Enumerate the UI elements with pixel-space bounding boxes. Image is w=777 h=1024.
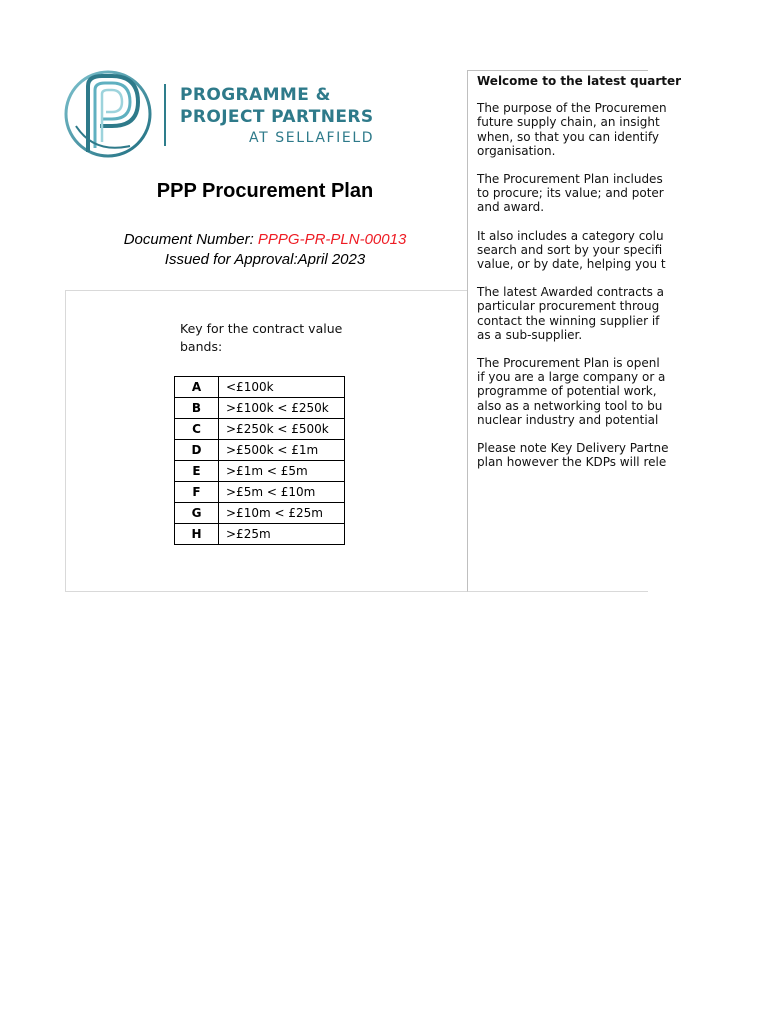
band-range: >£10m < £25m (219, 503, 345, 524)
welcome-title: Welcome to the latest quarter (477, 74, 682, 88)
band-range: >£1m < £5m (219, 461, 345, 482)
text-line: The Procurement Plan is openl (477, 356, 660, 371)
text-line: The purpose of the Procuremen (477, 101, 667, 116)
table-row (175, 524, 345, 545)
welcome-paragraph (477, 285, 777, 342)
text-line: programme of potential work, (477, 384, 657, 399)
text-line: and award. (477, 200, 545, 215)
document-number (65, 230, 465, 250)
logo-divider (164, 84, 166, 146)
ppp-logo (64, 68, 384, 163)
table-row (175, 419, 345, 440)
welcome-paragraph (477, 441, 777, 469)
band-letter: G (175, 503, 219, 524)
welcome-paragraph (477, 356, 777, 427)
band-range: >£100k < £250k (219, 398, 345, 419)
table-row (175, 377, 345, 398)
table-row (175, 482, 345, 503)
text-line: future supply chain, an insight (477, 115, 660, 130)
document-number-value: PPPG-PR-PLN-00013 (257, 231, 407, 248)
band-letter: F (175, 482, 219, 503)
text-line: as a sub-supplier. (477, 327, 583, 342)
welcome-text (477, 74, 777, 483)
text-line: The latest Awarded contracts a (477, 285, 664, 300)
table-row (175, 398, 345, 419)
key-caption-line: Key for the contract value (180, 321, 343, 336)
ppp-logo-icon (64, 68, 152, 160)
band-range: >£250k < £500k (219, 419, 345, 440)
welcome-paragraph (477, 229, 777, 272)
text-line: value, or by date, helping you t (477, 257, 666, 272)
text-line: particular procurement throug (477, 299, 660, 314)
text-line: when, so that you can identify (477, 129, 659, 144)
band-range: >£5m < £10m (219, 482, 345, 503)
logo-line-3: AT SELLAFIELD (249, 130, 375, 146)
table-row (175, 503, 345, 524)
band-range: <£100k (219, 377, 345, 398)
table-row (175, 440, 345, 461)
text-line: Please note Key Delivery Partne (477, 441, 669, 456)
band-letter: D (175, 440, 219, 461)
logo-line-1: PROGRAMME & (180, 85, 331, 105)
document-meta (65, 230, 465, 270)
text-line: The Procurement Plan includes (477, 172, 663, 187)
band-letter: B (175, 398, 219, 419)
key-caption-line: bands: (180, 339, 223, 354)
band-range: >£25m (219, 524, 345, 545)
text-line: contact the winning supplier if (477, 313, 660, 328)
key-caption (180, 320, 350, 356)
issued-status: Issued for Approval:April 2023 (164, 251, 366, 268)
welcome-panel (467, 70, 682, 592)
band-letter: C (175, 419, 219, 440)
text-line: organisation. (477, 143, 556, 158)
band-letter: A (175, 377, 219, 398)
text-line: to procure; its value; and poter (477, 186, 664, 201)
band-letter: E (175, 461, 219, 482)
band-range: >£500k < £1m (219, 440, 345, 461)
text-line: nuclear industry and potential (477, 412, 659, 427)
document-title: PPP Procurement Plan (156, 180, 374, 202)
text-line: search and sort by your specifi (477, 242, 663, 257)
table-row (175, 461, 345, 482)
value-band-table (174, 376, 345, 545)
text-line: if you are a large company or a (477, 370, 666, 385)
welcome-paragraph (477, 101, 777, 158)
text-line: plan however the KDPs will rele (477, 455, 667, 470)
logo-line-2: PROJECT PARTNERS (180, 107, 374, 127)
document-number-label: Document Number: (123, 231, 258, 248)
welcome-paragraph (477, 172, 777, 215)
band-letter: H (175, 524, 219, 545)
text-line: also as a networking tool to bu (477, 398, 663, 413)
logo-wordmark (180, 84, 374, 148)
text-line: It also includes a category colu (477, 228, 664, 243)
